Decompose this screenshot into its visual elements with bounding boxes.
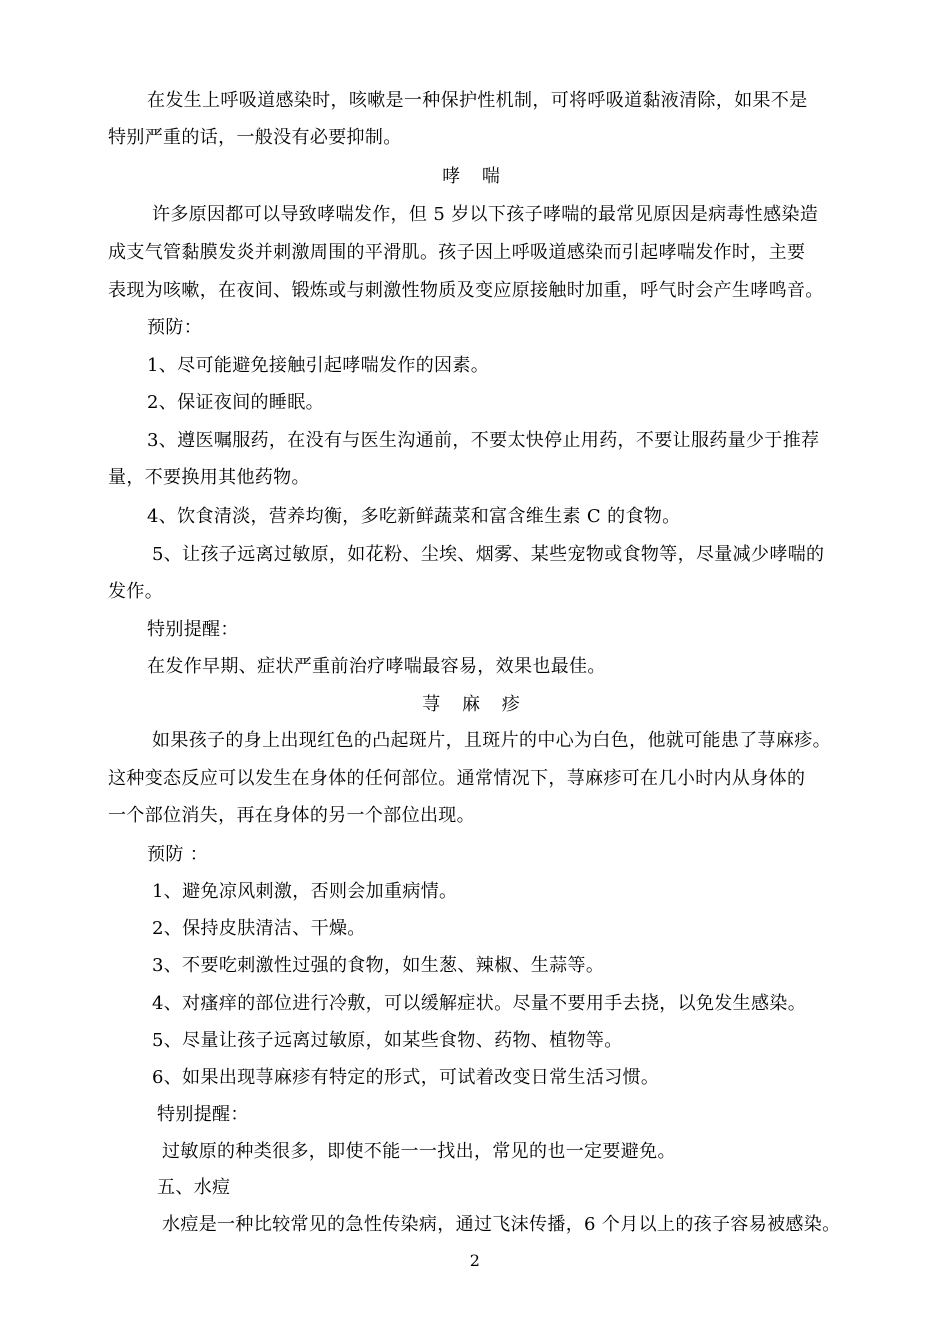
list-item: 5、让孩子远离过敏原，如花粉、尘埃、烟雾、某些宠物或食物等，尽量减少哮喘的 [152, 544, 825, 565]
list-item: 1、避免凉风刺激，否则会加重病情。 [152, 881, 458, 902]
subheading-reminder: 特别提醒： [157, 1104, 249, 1125]
list-item: 1、尽可能避免接触引起哮喘发作的因素。 [147, 355, 490, 376]
section-heading-asthma: 哮 喘 [442, 166, 508, 187]
list-item: 5、尽量让孩子远离过敏原，如某些食物、药物、植物等。 [152, 1030, 623, 1051]
list-item: 6、如果出现荨麻疹有特定的形式，可试着改变日常生活习惯。 [152, 1067, 660, 1088]
list-item-continuation: 发作。 [108, 581, 164, 602]
list-item: 3、不要吃刺激性过强的食物，如生葱、辣椒、生蒜等。 [152, 955, 605, 976]
paragraph-line: 许多原因都可以导致哮喘发作，但 5 岁以下孩子哮喘的最常见原因是病毒性感染造 [152, 204, 819, 225]
paragraph-line: 如果孩子的身上出现红色的凸起斑片，且斑片的中心为白色，他就可能患了荨麻疹。 [152, 730, 831, 751]
subheading-prevention: 预防 ： [147, 844, 209, 865]
subheading-prevention: 预防： [147, 317, 203, 338]
paragraph-line: 成支气管黏膜发炎并刺激周围的平滑肌。孩子因上呼吸道感染而引起哮喘发作时，主要 [108, 242, 806, 263]
paragraph-line: 过敏原的种类很多，即使不能一一找出，常见的也一定要避免。 [162, 1141, 676, 1162]
paragraph-line: 在发生上呼吸道感染时，咳嗽是一种保护性机制，可将呼吸道黏液清除，如果不是 [147, 90, 808, 111]
list-item-continuation: 量，不要换用其他药物。 [108, 467, 310, 488]
section-heading-chickenpox: 五、水痘 [157, 1177, 231, 1198]
paragraph-line: 特别严重的话，一般没有必要抑制。 [108, 127, 402, 148]
section-heading-urticaria: 荨 麻 疹 [422, 694, 528, 715]
subheading-reminder: 特别提醒： [147, 619, 239, 640]
list-item: 4、饮食清淡，营养均衡，多吃新鲜蔬菜和富含维生素 C 的食物。 [147, 506, 681, 527]
list-item: 2、保持皮肤清洁、干燥。 [152, 918, 366, 939]
paragraph-line: 一个部位消失，再在身体的另一个部位出现。 [108, 805, 475, 826]
paragraph-line: 这种变态反应可以发生在身体的任何部位。通常情况下，荨麻疹可在几小时内从身体的 [108, 768, 806, 789]
list-item: 3、遵医嘱服药，在没有与医生沟通前，不要太快停止用药，不要让服药量少于推荐 [147, 430, 820, 451]
paragraph-line: 在发作早期、症状严重前治疗哮喘最容易，效果也最佳。 [147, 656, 606, 677]
paragraph-line: 表现为咳嗽，在夜间、锻炼或与刺激性物质及变应原接触时加重，呼气时会产生哮鸣音。 [108, 280, 824, 301]
list-item: 2、保证夜间的睡眠。 [147, 392, 324, 413]
list-item: 4、对瘙痒的部位进行冷敷，可以缓解症状。尽量不要用手去挠，以免发生感染。 [152, 993, 807, 1014]
page-number: 2 [469, 1251, 481, 1270]
paragraph-line: 水痘是一种比较常见的急性传染病，通过飞沫传播，6 个月以上的孩子容易被感染。 [162, 1214, 841, 1235]
